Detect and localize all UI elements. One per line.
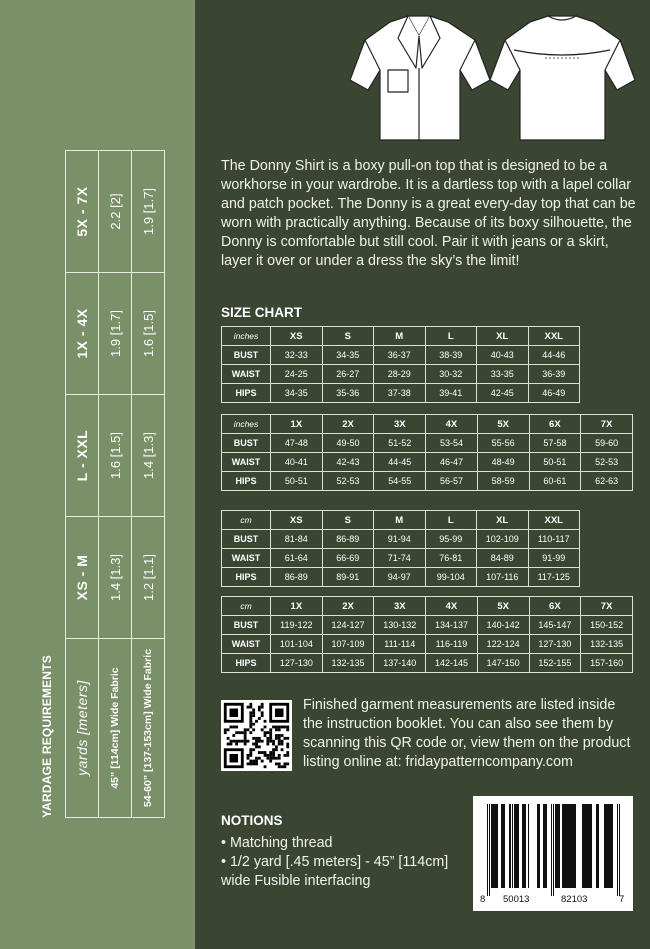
size-header-row (222, 597, 633, 616)
size-value: 142-145 (426, 654, 478, 673)
size-value: 95-99 (425, 530, 477, 549)
size-header: 1X (271, 597, 323, 616)
notions-list (221, 834, 471, 891)
size-header-row (222, 415, 633, 434)
notions-item: • 1/2 yard [.45 meters] - 45” [114cm] wide Fusible interfacing (221, 854, 449, 889)
size-value: 132-135 (322, 654, 374, 673)
barcode-bars (473, 796, 633, 896)
barcode-digits (473, 894, 633, 908)
yardage-title-wrap (40, 618, 54, 818)
size-value: 140-142 (477, 616, 529, 635)
size-header: 2X (322, 597, 374, 616)
size-chart-table (221, 596, 633, 673)
size-value: 157-160 (581, 654, 633, 673)
size-header-row (222, 511, 580, 530)
size-value: 127-130 (271, 654, 323, 673)
size-value: 150-152 (581, 616, 633, 635)
size-value: 49-50 (322, 434, 374, 453)
size-header: L (425, 511, 477, 530)
size-value: 152-155 (529, 654, 581, 673)
size-row (222, 384, 580, 403)
yardage-table (65, 150, 165, 818)
size-value: 127-130 (529, 635, 581, 654)
size-value: 42-45 (477, 384, 529, 403)
size-unit-label: cm (222, 597, 271, 616)
barcode-digit-group: 8 (480, 894, 486, 905)
size-value: 40-41 (271, 453, 323, 472)
size-header: XS (271, 511, 323, 530)
size-value: 59-60 (581, 434, 633, 453)
size-value: 40-43 (477, 346, 529, 365)
size-value: 62-63 (581, 472, 633, 491)
yardage-row-label: 45” [114cm] Wide Fabric (99, 639, 132, 818)
size-value: 50-51 (271, 472, 323, 491)
size-row (222, 530, 580, 549)
size-value: 119-122 (271, 616, 323, 635)
size-value: 107-109 (322, 635, 374, 654)
barcode-digit-group: 7 (619, 894, 625, 905)
size-value: 57-58 (529, 434, 581, 453)
size-row-label: BUST (222, 530, 271, 549)
size-header: XS (271, 327, 323, 346)
size-header: 2X (322, 415, 374, 434)
size-row-label: HIPS (222, 654, 271, 673)
size-chart-table (221, 510, 580, 587)
yardage-value: 1.4 [1.3] (132, 395, 165, 517)
size-value: 130-132 (374, 616, 426, 635)
yardage-header-row (66, 151, 99, 818)
barcode (473, 796, 633, 911)
size-header: 5X (477, 597, 529, 616)
size-value: 71-74 (374, 549, 426, 568)
size-row (222, 635, 633, 654)
size-value: 91-94 (374, 530, 426, 549)
size-value: 91-99 (528, 549, 580, 568)
yardage-value: 1.9 [1.7] (132, 151, 165, 273)
yardage-size-header: L - XXL (66, 395, 99, 517)
yardage-size-header: XS - M (66, 517, 99, 639)
size-value: 46-49 (528, 384, 580, 403)
size-row (222, 346, 580, 365)
qr-code[interactable] (221, 700, 292, 771)
size-value: 50-51 (529, 453, 581, 472)
size-row-label: HIPS (222, 472, 271, 491)
size-row-label: WAIST (222, 453, 271, 472)
size-header: XXL (528, 511, 580, 530)
size-value: 111-114 (374, 635, 426, 654)
size-value: 48-49 (477, 453, 529, 472)
size-value: 58-59 (477, 472, 529, 491)
yardage-row (99, 151, 132, 818)
size-value: 124-127 (322, 616, 374, 635)
size-value: 137-140 (374, 654, 426, 673)
size-header-row (222, 327, 580, 346)
notions-title: NOTIONS (221, 813, 283, 828)
size-unit-label: inches (222, 415, 271, 434)
size-value: 81-84 (271, 530, 323, 549)
size-header: 3X (374, 597, 426, 616)
size-header: XL (477, 327, 529, 346)
size-value: 76-81 (425, 549, 477, 568)
size-header: 6X (529, 415, 581, 434)
size-header: XXL (528, 327, 580, 346)
yardage-title: YARDAGE REQUIREMENTS (40, 655, 54, 818)
size-header: XL (477, 511, 529, 530)
size-value: 99-104 (425, 568, 477, 587)
size-value: 107-116 (477, 568, 529, 587)
shirt-illustrations (350, 8, 635, 148)
size-value: 89-91 (322, 568, 374, 587)
size-value: 24-25 (271, 365, 323, 384)
notions-item: • Matching thread (221, 835, 333, 851)
size-row (222, 453, 633, 472)
yardage-row-label: 54-60” [137-153cm] Wide Fabric (132, 639, 165, 818)
size-value: 60-61 (529, 472, 581, 491)
size-row (222, 434, 633, 453)
size-value: 52-53 (322, 472, 374, 491)
product-description: The Donny Shirt is a boxy pull-on top that is designed to be a workhorse in your wardrobe. It is a dartless top with a lapel collar and patch pocket. The Donny is a great every-day top that can be worn with practically anything. Because of its boxy silhouette, the Donny is comfortable but still cool. Pair it with jeans or a skirt, layer it over or under a dress the sky’s the limit! (221, 158, 636, 269)
barcode-digit-group: 50013 (503, 894, 530, 905)
size-value: 34-35 (322, 346, 374, 365)
size-row (222, 568, 580, 587)
size-value: 47-48 (271, 434, 323, 453)
yardage-table-wrap (65, 118, 165, 818)
size-row (222, 654, 633, 673)
size-row-label: HIPS (222, 568, 271, 587)
yardage-value: 1.9 [1.7] (99, 273, 132, 395)
yardage-value: 1.6 [1.5] (132, 273, 165, 395)
yardage-value: 1.2 [1.1] (132, 517, 165, 639)
size-value: 54-55 (374, 472, 426, 491)
size-value: 56-57 (426, 472, 478, 491)
size-value: 44-46 (528, 346, 580, 365)
size-unit-label: inches (222, 327, 271, 346)
size-header: 5X (477, 415, 529, 434)
size-value: 36-39 (528, 365, 580, 384)
size-value: 51-52 (374, 434, 426, 453)
size-value: 30-32 (425, 365, 477, 384)
size-header: L (425, 327, 477, 346)
size-row-label: BUST (222, 346, 271, 365)
size-value: 86-89 (322, 530, 374, 549)
size-row (222, 472, 633, 491)
size-value: 116-119 (426, 635, 478, 654)
size-chart-table (221, 326, 580, 403)
size-row-label: WAIST (222, 549, 271, 568)
size-value: 102-109 (477, 530, 529, 549)
size-value: 86-89 (271, 568, 323, 587)
size-value: 94-97 (374, 568, 426, 587)
yardage-size-header: 1X - 4X (66, 273, 99, 395)
size-header: 6X (529, 597, 581, 616)
size-value: 52-53 (581, 453, 633, 472)
size-header: S (322, 327, 374, 346)
panel-divider (193, 0, 195, 949)
size-header: 7X (581, 597, 633, 616)
size-value: 35-36 (322, 384, 374, 403)
size-value: 44-45 (374, 453, 426, 472)
size-row-label: WAIST (222, 365, 271, 384)
yardage-value: 2.2 [2] (99, 151, 132, 273)
size-header: M (374, 327, 426, 346)
size-value: 117-125 (528, 568, 580, 587)
size-value: 26-27 (322, 365, 374, 384)
size-value: 34-35 (271, 384, 323, 403)
size-value: 61-64 (271, 549, 323, 568)
size-row (222, 549, 580, 568)
size-value: 110-117 (528, 530, 580, 549)
size-value: 147-150 (477, 654, 529, 673)
shirt-front-illustration (350, 16, 490, 140)
size-value: 132-135 (581, 635, 633, 654)
size-header: 4X (426, 415, 478, 434)
size-value: 42-43 (322, 453, 374, 472)
size-value: 37-38 (374, 384, 426, 403)
size-header: 4X (426, 597, 478, 616)
yardage-row (132, 151, 165, 818)
yardage-size-header: 5X - 7X (66, 151, 99, 273)
size-value: 122-124 (477, 635, 529, 654)
size-value: 46-47 (426, 453, 478, 472)
size-header: 7X (581, 415, 633, 434)
size-value: 28-29 (374, 365, 426, 384)
size-value: 55-56 (477, 434, 529, 453)
size-header: M (374, 511, 426, 530)
qr-info-text: Finished garment measurements are listed inside the instruction booklet. You can also see them by scanning this QR code or, view them on the product listing online at: fridaypatterncompany.com (303, 697, 631, 770)
size-header: 1X (271, 415, 323, 434)
size-value: 38-39 (425, 346, 477, 365)
size-value: 32-33 (271, 346, 323, 365)
size-value: 134-137 (426, 616, 478, 635)
size-value: 66-69 (322, 549, 374, 568)
size-value: 101-104 (271, 635, 323, 654)
size-row (222, 365, 580, 384)
barcode-digit-group: 82103 (561, 894, 588, 905)
size-unit-label: cm (222, 511, 271, 530)
size-row-label: BUST (222, 616, 271, 635)
size-row-label: WAIST (222, 635, 271, 654)
size-value: 33-35 (477, 365, 529, 384)
yardage-value: 1.4 [1.3] (99, 517, 132, 639)
yardage-value: 1.6 [1.5] (99, 395, 132, 517)
size-value: 39-41 (425, 384, 477, 403)
size-value: 84-89 (477, 549, 529, 568)
size-header: S (322, 511, 374, 530)
size-chart-title: SIZE CHART (221, 305, 302, 320)
size-row-label: HIPS (222, 384, 271, 403)
shirt-back-illustration (490, 16, 635, 140)
size-chart-table (221, 414, 633, 491)
size-value: 53-54 (426, 434, 478, 453)
size-row-label: BUST (222, 434, 271, 453)
yardage-unit-label: yards [meters] (66, 639, 99, 818)
size-row (222, 616, 633, 635)
size-header: 3X (374, 415, 426, 434)
size-value: 36-37 (374, 346, 426, 365)
size-value: 145-147 (529, 616, 581, 635)
